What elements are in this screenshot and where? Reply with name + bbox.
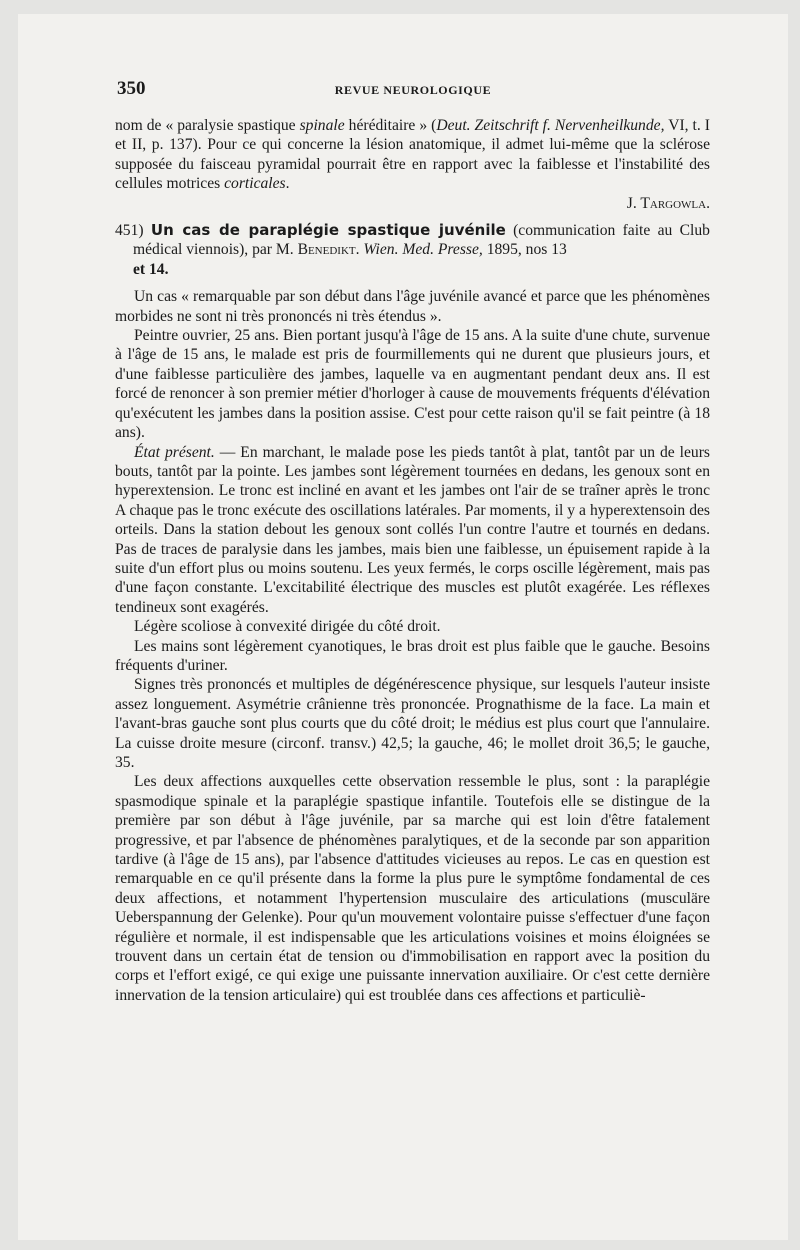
article-heading (115, 221, 710, 279)
body-text (115, 116, 710, 1005)
article-author: Benedikt (297, 241, 356, 259)
paragraph: Les deux affections auxquelles cette observation ressemble le plus, sont : la paraplégie spasmodique spinale et la paraplégie spastique infantile. Toutefois elle se distingue de la première par son début à l'âge juvénile, par sa marche qui est loin d'être fatalement progressive, et par l'absence de phénomènes paralytiques, et de la seconde par son apparition tardive (à l'âge de 15 ans), par l'absence d'attitudes vicieuses au repos. Le cas en question est remarquable en ce qu'il présente dans la forme la plus pure le symptôme fondamental de ces deux affections, et notamment l'hypertension musculaire des articulations (musculäre Ueberspannung der Gelenke). Pour qu'un mouvement volontaire puisse s'effectuer d'une façon régulière et normale, il est indispensable que les articulations voisines et moins éloignées se trouvent dans un certain état de tension ou d'immobilisation en rapport avec la position du corps et l'effort exigé, ce qui exige une puissante innervation auxiliaire. Or c'est cette dernière innervation de la tension articulaire) qui est troublée dans ces affections et particuliè- (115, 773, 710, 1004)
page-header (117, 78, 709, 104)
paragraph: Légère scoliose à convexité dirigée du côté droit. (134, 618, 441, 636)
article-title-line: 451) Un cas de paraplégie spastique juvénile (communication faite au Club médical viennois), par M. Benedikt. Wien. Med. Presse, 1895, nos 13 (115, 221, 710, 259)
paragraph: Signes très prononcés et multiples de dégénérescence physique, sur lesquels l'auteur insiste assez longuement. Asymétrie crânienne très prononcée. Prognathisme de la face. La main et l'avant-bras gauche sont plus courts que du côté droit; le médius est plus court que l'annulaire. La cuisse droite mesure (circonf. transv.) 42,5; la gauche, 46; le mollet droit 36,5; le gauche, 35. (115, 676, 710, 771)
paragraph: Les mains sont légèrement cyanotiques, le bras droit est plus faible que le gauche. Besoins fréquents d'uriner. (115, 637, 710, 674)
continued-paragraph: nom de « paralysie spastique spinale héréditaire » (Deut. Zeitschrift f. Nervenheilkunde, VI, t. I et II, p. 137). Pour ce qui concerne la lésion anatomique, il admet lui-même que la sclérose supposée du faisceau pyramidal pourrait être en rapport avec la faiblesse et l'instabilité des cellules motrices corticales. (115, 117, 710, 193)
section-label: État présent. (134, 443, 215, 461)
journal-reference: Wien. Med. Presse, (363, 241, 483, 259)
article-issue-line: et 14. (133, 260, 169, 278)
paragraph: Un cas « remarquable par son début dans l'âge juvénile avancé et parce que les phénomènes morbides ne sont ni très prononcés ni très étendus ». (115, 288, 710, 325)
reviewer-signature: J. Targowla. (626, 194, 710, 212)
paragraph-etat-present: État présent. — En marchant, le malade pose les pieds tantôt à plat, tantôt par un de leurs bouts, tantôt par la pointe. Les jambes sont légèrement tournées en dedans, les genoux sont en hyperextension. Le tronc est incliné en avant et les jambes ont l'air de se traîner après le tronc A chaque pas le tronc exécute des oscillations latérales. Par moments, il y a hyperextensoin des orteils. Dans la station debout les genoux sont collés l'un contre l'autre et tournés en dedans. Pas de traces de paralysie dans les jambes, mais bien une faiblesse, un épuisement rapide à la suite d'un effort plus ou moins soutenu. Les yeux fermés, le corps oscille légèrement, mais pas d'une façon constante. L'excitabilité électrique des muscles est plutôt exagérée. Les réflexes tendineux sont exagérés. (115, 443, 710, 616)
running-title: REVUE NEUROLOGIQUE (334, 83, 492, 97)
article-title: Un cas de paraplégie spastique juvénile (150, 221, 506, 240)
paragraph: Peintre ouvrier, 25 ans. Bien portant jusqu'à l'âge de 15 ans. A la suite d'une chute, survenue à l'âge de 15 ans, le malade est pris de fourmillements qui ne durent que plusieurs jours, et d'une faiblesse particulière des jambes, laquelle va en augmentant pendant deux ans. Il est forcé de renoncer à son premier métier d'horloger à cause de mouvements fréquents d'élévation qu'exécutent les jambes dans la position assise. C'est pour cette raison qu'il se fait peintre (à 18 ans). (115, 327, 710, 442)
article-number: 451) (115, 222, 144, 240)
page-number: 350 (117, 78, 146, 99)
